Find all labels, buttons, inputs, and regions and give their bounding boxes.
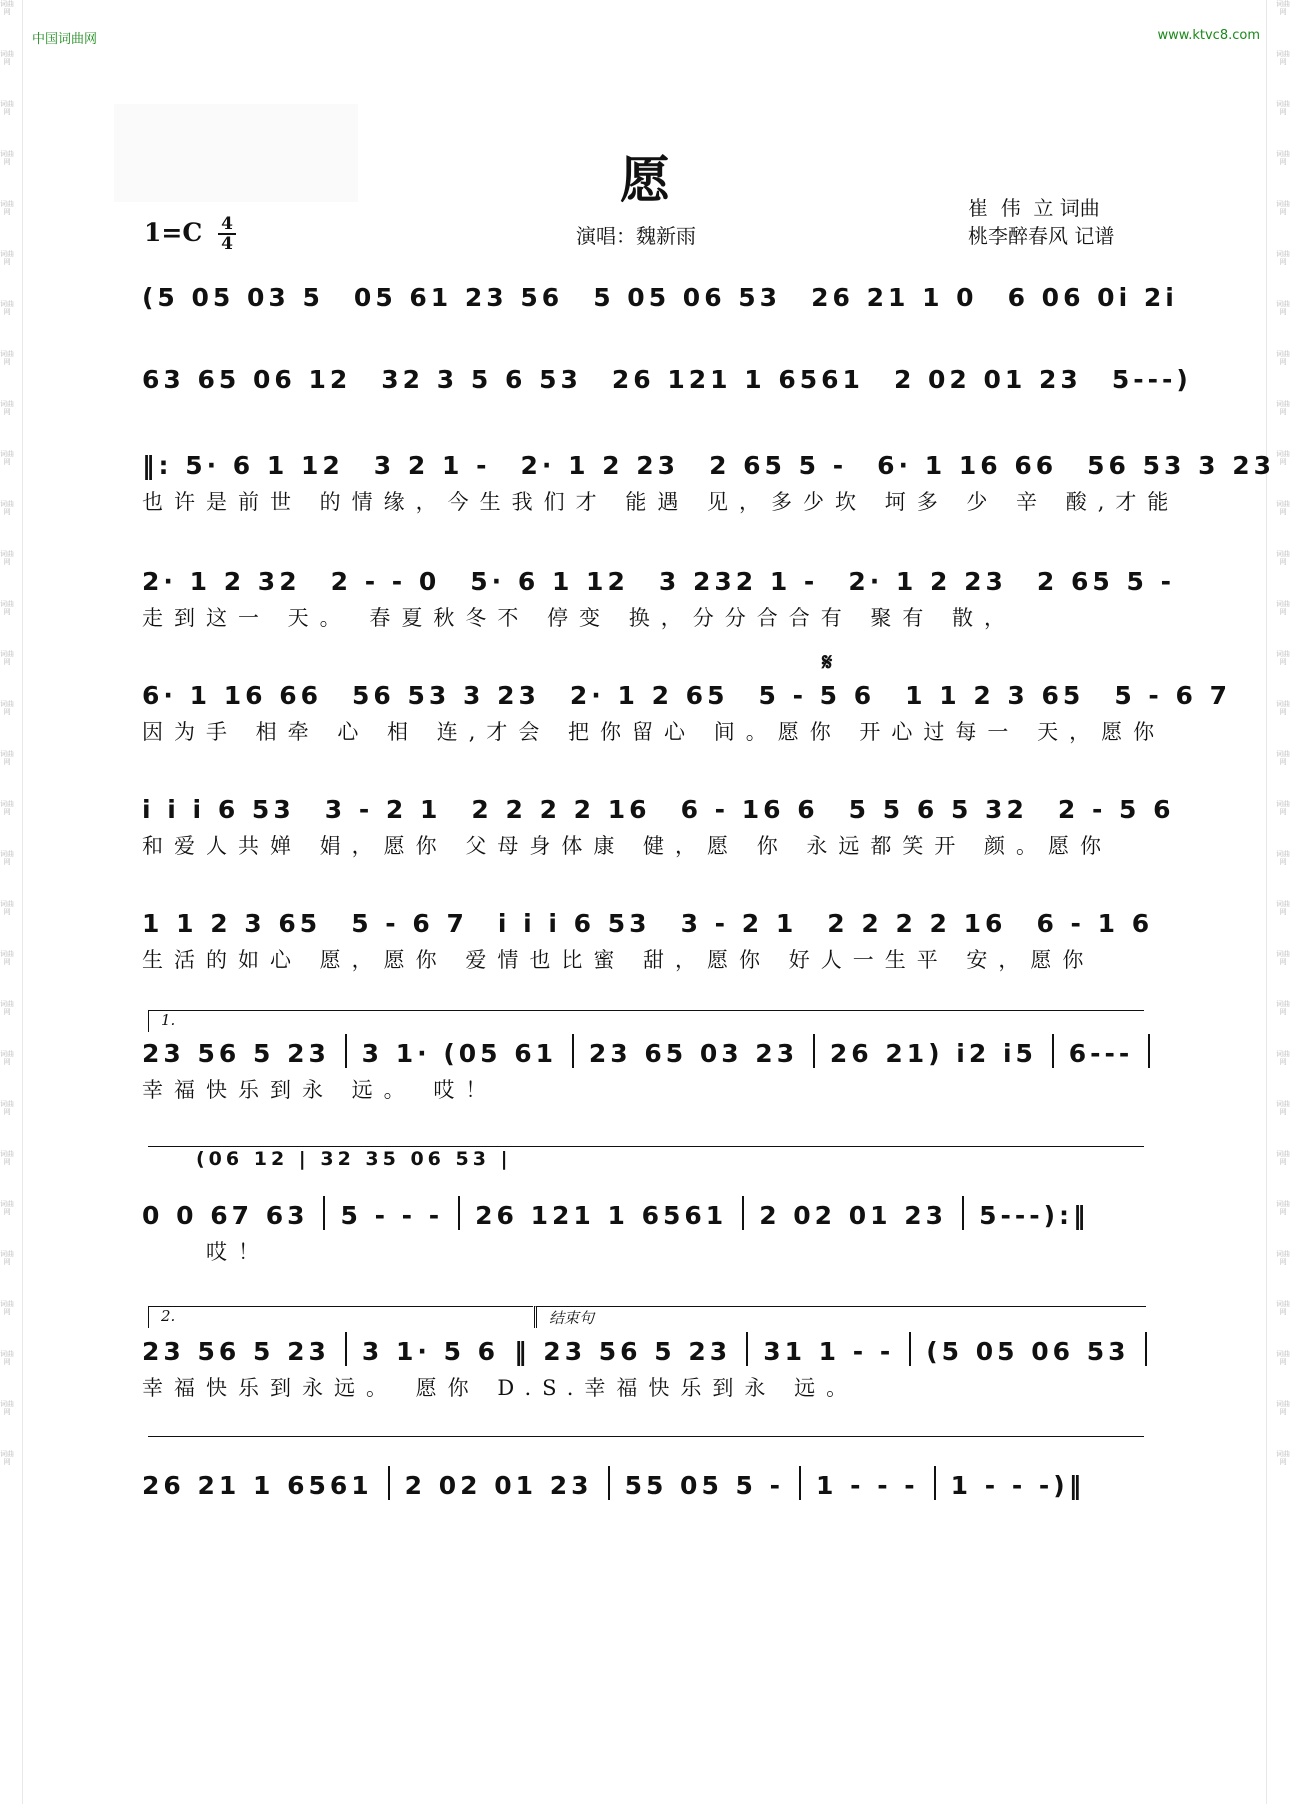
measure: 2· 1 2 32 xyxy=(142,567,301,596)
measure: 6 - 16 6 xyxy=(680,795,819,824)
measure: (5 05 03 5 xyxy=(142,283,324,312)
watermark-mark: 词曲网 xyxy=(1276,950,1290,966)
watermark-mark: 词曲网 xyxy=(0,550,14,566)
second-ending-label: 2. xyxy=(161,1307,176,1325)
measure: 6· 1 16 66 xyxy=(877,451,1058,480)
measure: 6 - 1 6 xyxy=(1036,909,1154,938)
ending-phrase-bracket xyxy=(534,1306,1146,1328)
site-name-link[interactable]: 中国词曲网 xyxy=(32,32,98,47)
measure: 2 65 5 - xyxy=(1036,567,1175,596)
left-guide-line xyxy=(22,0,23,1804)
site-url-link[interactable]: www.ktvc8.com xyxy=(1157,28,1260,43)
measure: ‖: 5· 6 1 12 xyxy=(142,451,344,480)
watermark-mark: 词曲网 xyxy=(0,100,14,116)
measure: 63 65 06 12 xyxy=(142,365,352,394)
measure: 5 - 6 7 xyxy=(351,909,468,938)
watermark-mark: 词曲网 xyxy=(0,1450,14,1466)
score-row xyxy=(142,898,1154,974)
measure: 5 - 5 6 xyxy=(758,681,876,710)
watermark-mark: 词曲网 xyxy=(1276,1050,1290,1066)
watermark-mark: 词曲网 xyxy=(1276,650,1290,666)
notes-line xyxy=(142,784,1175,824)
watermark-mark: 词曲网 xyxy=(0,350,14,366)
watermark-mark: 词曲网 xyxy=(1276,1400,1290,1416)
measure: 5 05 06 53 xyxy=(593,283,782,312)
measure: 23 65 03 23 xyxy=(588,1039,799,1068)
watermark-mark: 词曲网 xyxy=(0,1350,14,1366)
watermark-mark: 词曲网 xyxy=(1276,500,1290,516)
measure: 5---):‖ xyxy=(979,1201,1090,1230)
lyrics-line: 因为手 相牵 心 相 连,才会 把你留心 间。愿你 开心过每一 天，愿你 xyxy=(142,720,1166,744)
watermark-mark: 词曲网 xyxy=(0,250,14,266)
watermark-mark: 词曲网 xyxy=(1276,1100,1290,1116)
measure: 3 1· (05 61 xyxy=(361,1039,558,1068)
watermark-mark: 词曲网 xyxy=(1276,300,1290,316)
measure: 56 53 3 23 xyxy=(351,681,540,710)
measure: 1 1 2 3 65 xyxy=(142,909,322,938)
measure: 56 53 3 23 xyxy=(1087,451,1276,480)
second-ending-bracket xyxy=(148,1306,533,1328)
score-row xyxy=(142,670,1231,746)
barline xyxy=(608,1466,610,1500)
watermark-mark: 词曲网 xyxy=(1276,350,1290,366)
barline xyxy=(323,1196,325,1230)
measure: 3 1· 5 6 xyxy=(361,1337,500,1366)
final-bracket-line xyxy=(148,1436,1144,1437)
watermark-mark: 词曲网 xyxy=(1276,900,1290,916)
watermark-mark: 词曲网 xyxy=(0,0,14,16)
measure: 2 65 5 - xyxy=(709,451,848,480)
notes-line xyxy=(142,1326,1150,1366)
notes-line xyxy=(142,1028,1150,1068)
barline xyxy=(345,1332,347,1366)
barline xyxy=(742,1196,744,1230)
watermark-mark: 词曲网 xyxy=(0,500,14,516)
lyrics-line: 生活的如心 愿，愿你 爱情也比蜜 甜，愿你 好人一生平 安，愿你 xyxy=(142,948,1095,972)
interlude-notes: (06 12 | 32 35 06 53 | xyxy=(196,1148,512,1170)
measure: 1 - - - xyxy=(816,1471,919,1500)
watermark-mark: 词曲网 xyxy=(1276,0,1290,16)
watermark-mark: 词曲网 xyxy=(1276,400,1290,416)
composer-credit: 崔 伟 立 词曲 xyxy=(968,196,1100,220)
watermark-mark: 词曲网 xyxy=(1276,700,1290,716)
watermark-mark: 词曲网 xyxy=(0,1000,14,1016)
key-signature: 1=C xyxy=(144,218,203,247)
watermark-mark: 词曲网 xyxy=(0,150,14,166)
lyrics-line: 和爱人共婵 娟，愿你 父母身体康 健，愿 你 永远都笑开 颜。愿你 xyxy=(142,834,1113,858)
barline xyxy=(1052,1034,1054,1068)
barline xyxy=(388,1466,390,1500)
watermark-mark: 词曲网 xyxy=(0,200,14,216)
watermark-mark: 词曲网 xyxy=(1276,1350,1290,1366)
measure: 2 02 01 23 xyxy=(404,1471,593,1500)
measure: ‖ 23 56 5 23 xyxy=(514,1337,732,1366)
measure: 5 - 6 7 xyxy=(1114,681,1231,710)
measure: 05 61 23 56 xyxy=(353,283,564,312)
measure: 5· 6 1 12 xyxy=(470,567,629,596)
measure: 2 2 2 2 16 xyxy=(471,795,651,824)
singer-credit: 演唱：魏新雨 xyxy=(576,224,696,248)
time-signature-top: 4 xyxy=(221,214,233,234)
barline xyxy=(962,1196,964,1230)
watermark-mark: 词曲网 xyxy=(0,1400,14,1416)
score-row xyxy=(142,1460,1150,1500)
lyrics-line: 也许是前世 的情缘，今生我们才 能遇 见，多少坎 坷多 少 辛 酸,才能 xyxy=(142,490,1180,514)
interlude-bracket-line xyxy=(148,1146,1144,1147)
measure: (5 05 06 53 xyxy=(926,1337,1130,1366)
watermark-mark: 词曲网 xyxy=(0,750,14,766)
score-row xyxy=(142,1028,1150,1104)
watermark-mark: 词曲网 xyxy=(0,1200,14,1216)
lyrics-line: 走到这一 天。 春夏秋冬不 停变 换，分分合合有 聚有 散， xyxy=(142,606,1017,630)
barline xyxy=(813,1034,815,1068)
measure: 2 2 2 2 16 xyxy=(827,909,1007,938)
measure: 26 21 1 0 xyxy=(811,283,978,312)
lyrics-line: 哎！ xyxy=(206,1240,270,1264)
watermark-mark: 词曲网 xyxy=(1276,550,1290,566)
measure: 2· 1 2 23 xyxy=(520,451,680,480)
watermark-mark: 词曲网 xyxy=(0,900,14,916)
measure: 26 21 1 6561 xyxy=(142,1471,373,1500)
barline xyxy=(746,1332,748,1366)
barline xyxy=(345,1034,347,1068)
score-row xyxy=(142,354,1192,394)
measure: 6 06 0i 2i xyxy=(1007,283,1178,312)
measure: 26 121 1 6561 xyxy=(611,365,864,394)
watermark-mark: 词曲网 xyxy=(0,800,14,816)
score-row xyxy=(142,556,1175,632)
measure: 3 - 2 1 xyxy=(680,909,798,938)
watermark-mark: 词曲网 xyxy=(1276,1150,1290,1166)
measure: 0 0 67 63 xyxy=(142,1201,309,1230)
watermark-mark: 词曲网 xyxy=(1276,450,1290,466)
measure: 3 232 1 - xyxy=(658,567,819,596)
barline xyxy=(934,1466,936,1500)
watermark-mark: 词曲网 xyxy=(0,950,14,966)
watermark-mark: 词曲网 xyxy=(0,650,14,666)
watermark-mark: 词曲网 xyxy=(1276,850,1290,866)
watermark-mark: 词曲网 xyxy=(0,450,14,466)
measure: 5 - - - xyxy=(340,1201,444,1230)
ending-phrase-label: 结束句 xyxy=(549,1309,595,1327)
right-watermark-strip xyxy=(1276,0,1290,1804)
watermark-mark: 词曲网 xyxy=(1276,1200,1290,1216)
time-signature xyxy=(218,216,236,252)
notes-line xyxy=(142,1190,1150,1230)
measure: 3 2 1 - xyxy=(373,451,491,480)
score-row xyxy=(142,272,1178,312)
watermark-mark: 词曲网 xyxy=(0,1100,14,1116)
lyrics-line: 幸福快乐到永 远。 哎！ xyxy=(142,1078,498,1102)
barline xyxy=(1148,1034,1150,1068)
watermark-mark: 词曲网 xyxy=(0,1050,14,1066)
time-signature-bottom: 4 xyxy=(221,234,233,254)
measure: i i i 6 53 xyxy=(142,795,295,824)
notes-line xyxy=(142,354,1192,394)
measure: i i i 6 53 xyxy=(497,909,651,938)
watermark-mark: 词曲网 xyxy=(0,1300,14,1316)
measure: 23 56 5 23 xyxy=(142,1337,330,1366)
watermark-mark: 词曲网 xyxy=(1276,1000,1290,1016)
watermark-mark: 词曲网 xyxy=(1276,1300,1290,1316)
notes-line xyxy=(142,556,1175,596)
barline xyxy=(799,1466,801,1500)
left-watermark-strip xyxy=(0,0,14,1804)
watermark-mark: 词曲网 xyxy=(0,300,14,316)
transcriber-credit: 桃李醉春风 记谱 xyxy=(968,224,1115,248)
watermark-mark: 词曲网 xyxy=(0,600,14,616)
notes-line xyxy=(142,440,1276,480)
watermark-mark: 词曲网 xyxy=(0,700,14,716)
watermark-mark: 词曲网 xyxy=(1276,100,1290,116)
song-title: 愿 xyxy=(620,150,670,209)
right-guide-line xyxy=(1266,0,1267,1804)
watermark-mark: 词曲网 xyxy=(0,50,14,66)
watermark-mark: 词曲网 xyxy=(1276,1250,1290,1266)
watermark-mark: 词曲网 xyxy=(1276,750,1290,766)
watermark-mark: 词曲网 xyxy=(1276,150,1290,166)
measure: 2 - - 0 xyxy=(330,567,441,596)
measure: 26 21) i2 i5 xyxy=(829,1039,1037,1068)
score-row xyxy=(142,440,1276,516)
barline xyxy=(572,1034,574,1068)
notes-line xyxy=(142,1460,1150,1500)
first-ending-label: 1. xyxy=(161,1011,176,1029)
measure: 6· 1 16 66 xyxy=(142,681,322,710)
watermark-mark: 词曲网 xyxy=(0,400,14,416)
watermark-mark: 词曲网 xyxy=(1276,200,1290,216)
measure: 23 56 5 23 xyxy=(142,1039,330,1068)
notes-line xyxy=(142,898,1154,938)
watermark-mark: 词曲网 xyxy=(1276,250,1290,266)
barline xyxy=(909,1332,911,1366)
watermark-mark: 词曲网 xyxy=(1276,800,1290,816)
watermark-mark: 词曲网 xyxy=(0,1150,14,1166)
notes-line xyxy=(142,272,1178,312)
measure: 1 1 2 3 65 xyxy=(905,681,1085,710)
measure: 5 5 6 5 32 xyxy=(848,795,1028,824)
score-row xyxy=(142,1190,1150,1266)
measure: 26 121 1 6561 xyxy=(475,1201,728,1230)
measure: 3 - 2 1 xyxy=(324,795,442,824)
measure: 31 1 - - xyxy=(763,1337,895,1366)
barline xyxy=(1145,1332,1147,1366)
measure: 2 - 5 6 xyxy=(1057,795,1175,824)
measure: 55 05 5 - xyxy=(624,1471,785,1500)
measure: 6--- xyxy=(1068,1039,1134,1068)
measure: 1 - - -)‖ xyxy=(950,1471,1086,1500)
watermark-mark: 词曲网 xyxy=(0,1250,14,1266)
measure: 2· 1 2 65 xyxy=(569,681,729,710)
watermark-mark: 词曲网 xyxy=(0,850,14,866)
watermark-mark: 词曲网 xyxy=(1276,1450,1290,1466)
measure: 5---) xyxy=(1111,365,1192,394)
watermark-mark: 词曲网 xyxy=(1276,50,1290,66)
score-row xyxy=(142,1326,1150,1402)
notes-line xyxy=(142,670,1231,710)
segno-sign: 𝄋 xyxy=(822,648,833,676)
measure: 2 02 01 23 xyxy=(893,365,1082,394)
watermark-mark: 词曲网 xyxy=(1276,600,1290,616)
score-row xyxy=(142,784,1175,860)
measure: 2· 1 2 23 xyxy=(848,567,1007,596)
measure: 2 02 01 23 xyxy=(759,1201,948,1230)
barline xyxy=(458,1196,460,1230)
lyrics-line: 幸福快乐到永远。 愿你 D.S.幸福快乐到永 远。 xyxy=(142,1376,859,1400)
measure: 32 3 5 6 53 xyxy=(381,365,582,394)
